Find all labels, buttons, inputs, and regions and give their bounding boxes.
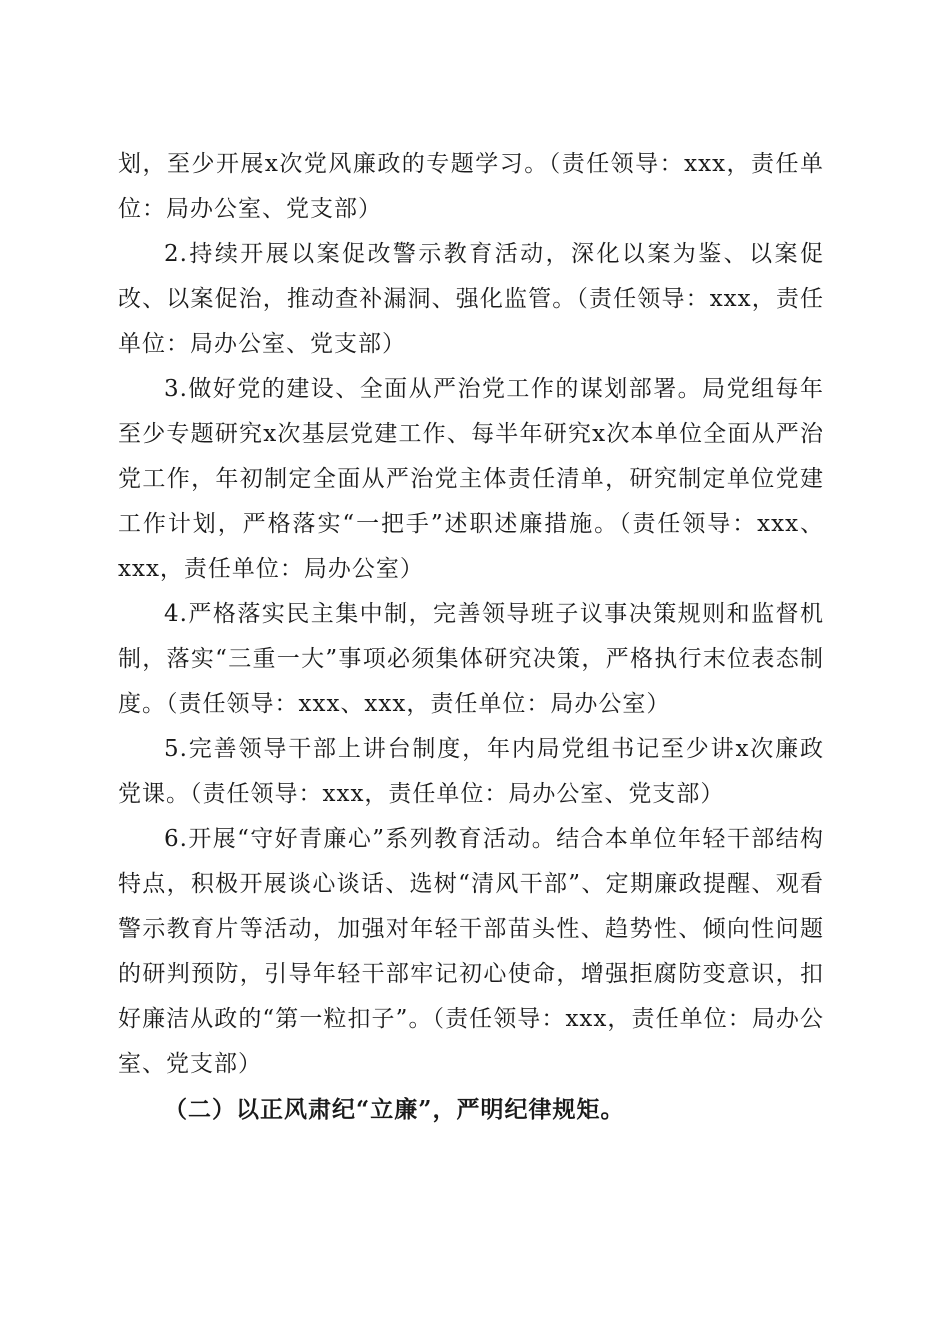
list-item: 5.完善领导干部上讲台制度，年内局党组书记至少讲x次廉政党课。（责任领导：xxx，责任单位：局办公室、党支部） <box>118 736 824 807</box>
list-item: 3.做好党的建设、全面从严治党工作的谋划部署。局党组每年至少专题研究x次基层党建工作、每半年研究x次本单位全面从严治党工作，年初制定全面从严治党主体责任清单，研究制定单位党建工作计划，严格落实“一把手”述职述廉措施。（责任领导：xxx、xxx，责任单位：局办公室） <box>118 376 824 582</box>
document-body <box>118 142 824 1132</box>
paragraph-continuation: 划，至少开展x次党风廉政的专题学习。（责任领导：xxx，责任单位：局办公室、党支部） <box>118 151 824 222</box>
section-subheading: （二）以正风肃纪“立廉”，严明纪律规矩。 <box>164 1096 625 1123</box>
list-item: 4.严格落实民主集中制，完善领导班子议事决策规则和监督机制，落实“三重一大”事项必须集体研究决策，严格执行末位表态制度。（责任领导：xxx、xxx，责任单位：局办公室） <box>118 601 824 717</box>
list-item: 6.开展“守好青廉心”系列教育活动。结合本单位年轻干部结构特点，积极开展谈心谈话、选树“清风干部”、定期廉政提醒、观看警示教育片等活动，加强对年轻干部苗头性、趋势性、倾向性问题的研判预防，引导年轻干部牢记初心使命，增强拒腐防变意识，扣好廉洁从政的“第一粒扣子”。（责任领导：xxx，责任单位：局办公室、党支部） <box>118 826 824 1077</box>
list-item: 2.持续开展以案促改警示教育活动，深化以案为鉴、以案促改、以案促治，推动查补漏洞、强化监管。（责任领导：xxx，责任单位：局办公室、党支部） <box>118 241 824 357</box>
